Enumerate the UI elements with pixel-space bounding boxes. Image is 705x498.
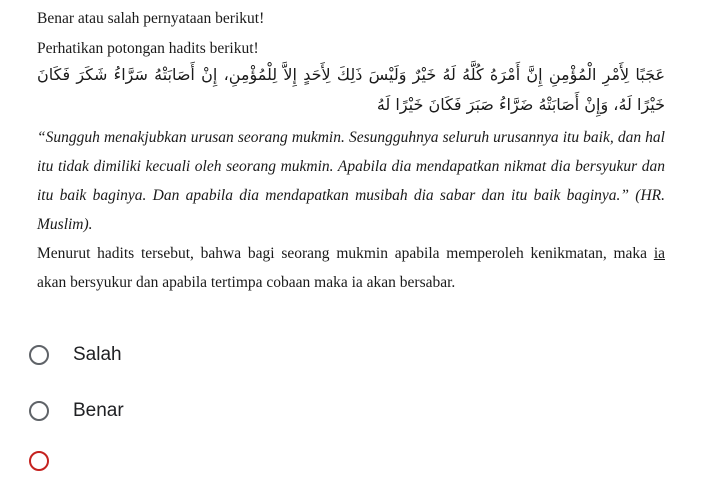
radio-button-benar[interactable] — [29, 401, 49, 421]
option-partial[interactable] — [29, 442, 629, 480]
option-salah[interactable] — [29, 336, 629, 374]
option-label-benar: Benar — [73, 400, 124, 421]
statement-underlined-word: ia — [653, 245, 665, 262]
question-instruction: Benar atau salah pernyataan berikut! — [37, 10, 265, 27]
option-benar[interactable] — [29, 392, 629, 430]
option-label-salah: Salah — [73, 344, 122, 365]
question-statement — [37, 239, 665, 297]
statement-part-1: Menurut hadits tersebut, bahwa bagi seorang mukmin apabila memperoleh kenikmatan, maka — [37, 245, 654, 262]
hadith-translation: “Sungguh menakjubkan urusan seorang mukmin. Sesungguhnya seluruh urusannya itu baik, dan hal itu tidak dimiliki kecuali oleh seorang mukmin. Apabila dia mendapatkan nikmat dia bersyukur dan itu baik baginya. Dan apabila dia mendapatkan musibah dia sabar dan itu baik baginya.” (HR. Muslim). — [37, 129, 665, 233]
statement-part-2: akan bersyukur dan apabila tertimpa cobaan maka ia akan bersabar. — [37, 274, 456, 291]
answer-options — [29, 336, 629, 498]
radio-button-salah[interactable] — [29, 345, 49, 365]
radio-button-partial[interactable] — [29, 451, 49, 471]
question-prompt: Perhatikan potongan hadits berikut! — [37, 40, 259, 57]
question-block — [37, 8, 665, 297]
hadith-arabic-text: عَجَبًا لِأَمْرِ الْمُؤْمِنِ إِنَّ أَمْرَهُ كُلَّهُ لَهُ خَيْرٌ وَلَيْسَ ذَلِكَ لِأَحَدٍ إِلاَّ لِلْمُؤْمِنِ، إِنْ أَصَابَتْهُ سَرَّاءُ شَكَرَ فَكَانَ خَيْرًا لَهُ، وَإِنْ أَصَابَتْهُ ضَرَّاءُ صَبَرَ فَكَانَ خَيْرًا لَهُ — [37, 65, 665, 114]
